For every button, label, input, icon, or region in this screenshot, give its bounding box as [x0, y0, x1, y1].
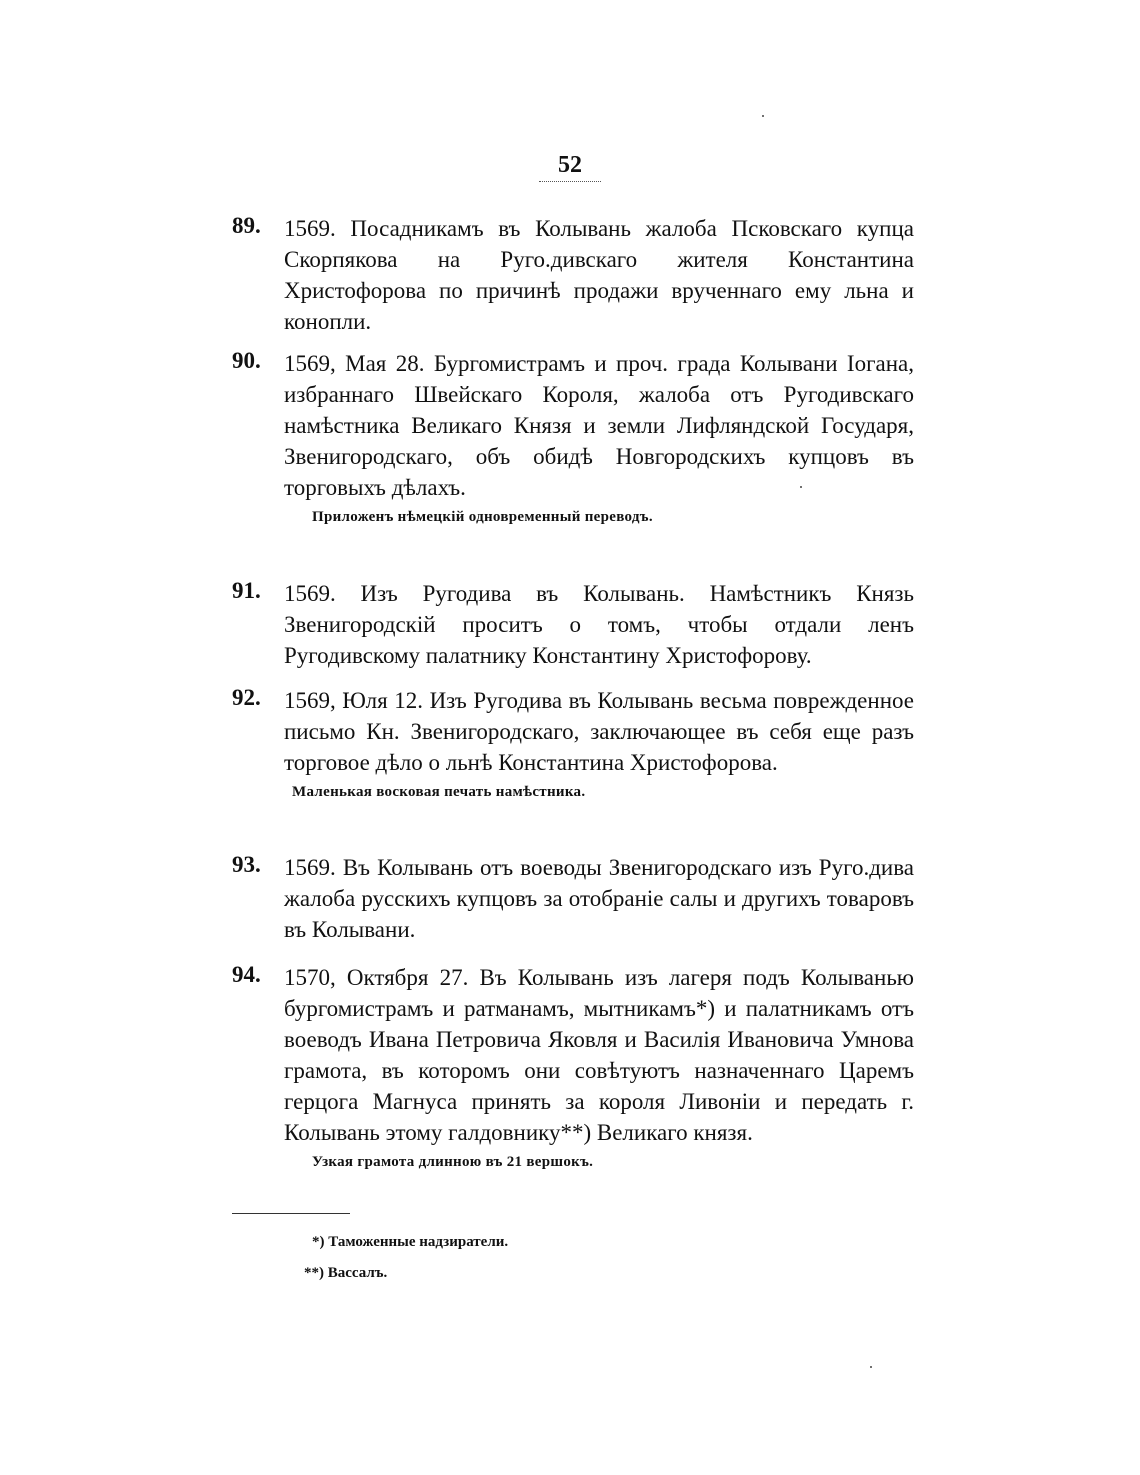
- entry-note: Узкая грамота длинною въ 21 вершокъ.: [312, 1154, 594, 1170]
- entry-92: [232, 685, 914, 801]
- entry-text: 1569. Въ Колывань отъ воеводы Звенигородскаго изъ Руго.дива жалоба русскихъ купцовъ за отобраніе салы и другихъ товаровъ въ Колывани.: [284, 855, 914, 942]
- entry-number: 93.: [232, 852, 261, 877]
- entry-text: 1569. Посадникамъ въ Колывань жалоба Псковскаго купца Скорпякова на Руго.дивскаго жителя Константина Христофорова по причинѣ продажи врученнаго ему льна и конопли.: [284, 216, 914, 334]
- entry-text: 1570, Октября 27. Въ Колывань изъ лагеря подъ Колыванью бургомистрамъ и ратманамъ, мытникамъ*) и палатникамъ отъ воеводъ Ивана Петровича Яковля и Василія Ивановича Умнова грамота, въ которомъ они совѣтуютъ назначеннаго Царемъ герцога Магнуса принять за короля Ливоніи и передать г. Колывань этому галдовнику**) Великаго князя.: [284, 965, 914, 1145]
- entry-number: 91.: [232, 578, 261, 603]
- entry-90: [232, 348, 914, 526]
- entry-note: Маленькая восковая печать намѣстника.: [292, 784, 586, 800]
- entry-text: 1569, Юля 12. Изъ Ругодива въ Колывань весьма поврежденное письмо Кн. Звенигородскаго, заключающее въ себя еще разъ торговое дѣло о льнѣ Константина Христофорова.: [284, 688, 914, 775]
- entry-89: [232, 213, 914, 337]
- entry-number: 94.: [232, 962, 261, 987]
- page-number-text: 52: [558, 152, 582, 178]
- footnote: *) Таможенные надзиратели.: [312, 1234, 509, 1250]
- entry-note: Приложенъ нѣмецкій одновременный переводъ.: [312, 509, 653, 525]
- scan-speck: [870, 1366, 872, 1368]
- entry-93: [232, 852, 914, 945]
- page-number: [0, 152, 1140, 182]
- footnote-separator: [232, 1213, 350, 1214]
- entry-number: 92.: [232, 685, 261, 710]
- entry-text: 1569. Изъ Ругодива въ Колывань. Намѣстникъ Князь Звенигородскій проситъ о томъ, чтобы отдали ленъ Ругодивскому палатнику Константину Христофорову.: [284, 581, 914, 668]
- entry-number: 90.: [232, 348, 261, 373]
- scan-speck: [800, 486, 802, 488]
- scan-speck: [762, 115, 764, 117]
- footnote: **) Вассалъ.: [304, 1265, 388, 1281]
- entry-91: [232, 578, 914, 671]
- entry-text: 1569, Мая 28. Бургомистрамъ и проч. града Колывани Iогана, избраннаго Швейскаго Короля, жалоба отъ Ругодивскаго намѣстника Великаго Князя и земли Лифляндской Государя, Звенигородскаго, объ обидѣ Новгородскихъ купцовъ въ торговыхъ дѣлахъ.: [284, 351, 914, 500]
- entry-94: [232, 962, 914, 1171]
- entry-number: 89.: [232, 213, 261, 238]
